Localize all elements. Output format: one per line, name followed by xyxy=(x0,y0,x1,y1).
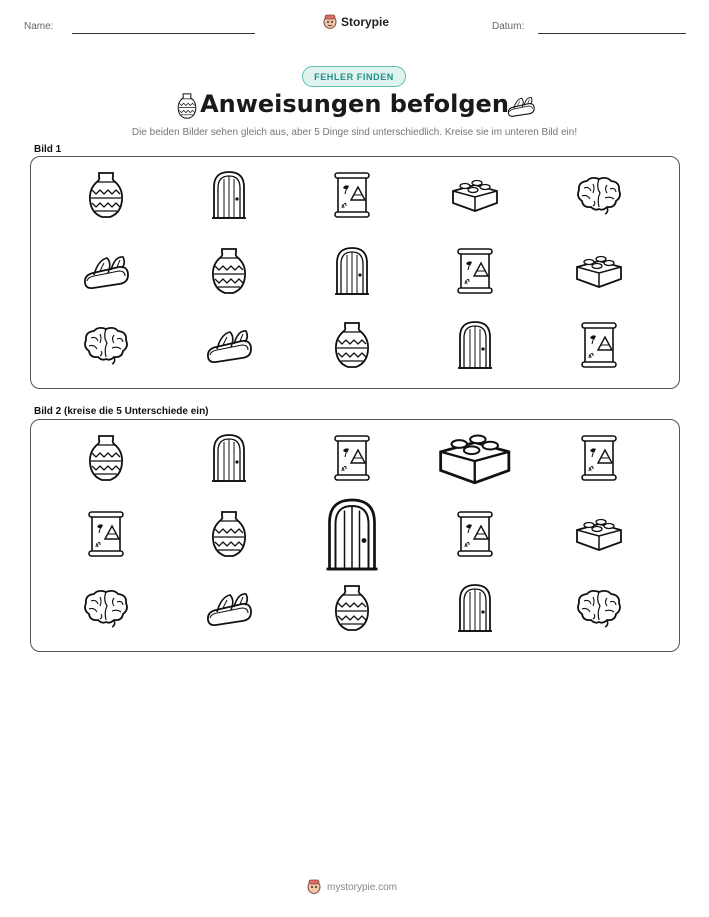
door-icon xyxy=(209,170,249,220)
brick-icon[interactable] xyxy=(574,514,624,554)
picture2-panel[interactable] xyxy=(30,419,680,652)
vase-icon[interactable] xyxy=(332,583,372,633)
page-title: Anweisungen befolgen xyxy=(200,90,509,118)
vase-icon[interactable] xyxy=(86,433,126,483)
picture1-label: Bild 1 xyxy=(34,144,62,155)
brain-icon xyxy=(81,325,131,365)
brick-icon xyxy=(450,175,500,215)
vase-icon xyxy=(209,246,249,296)
scroll-icon xyxy=(332,170,372,220)
door-icon[interactable] xyxy=(322,497,382,572)
picture1-panel xyxy=(30,156,680,389)
scroll-icon[interactable] xyxy=(455,509,495,559)
brain-icon xyxy=(574,175,624,215)
instructions: Die beiden Bilder sehen gleich aus, aber 5 Dinge sind unterschiedlich. Kreise sie im unteren Bild ein! xyxy=(131,127,578,138)
footer xyxy=(307,879,397,895)
door-icon xyxy=(455,320,495,370)
date-label: Datum: xyxy=(492,21,525,32)
scroll-icon xyxy=(579,320,619,370)
sandal-icon xyxy=(81,251,131,291)
door-icon[interactable] xyxy=(455,583,495,633)
scroll-icon[interactable] xyxy=(579,433,619,483)
brain-icon[interactable] xyxy=(81,588,131,628)
storypie-mascot-icon xyxy=(323,14,337,30)
door-icon xyxy=(332,246,372,296)
title-sandal-icon xyxy=(506,94,536,123)
door-icon[interactable] xyxy=(209,433,249,483)
brain-icon[interactable] xyxy=(574,588,624,628)
scroll-icon[interactable] xyxy=(332,433,372,483)
sandal-icon xyxy=(204,325,254,365)
name-label: Name: xyxy=(24,21,54,32)
vase-icon xyxy=(332,320,372,370)
footer-site: mystorypie.com xyxy=(327,881,398,893)
vase-icon xyxy=(86,170,126,220)
brand-logo xyxy=(323,14,389,30)
scroll-icon xyxy=(455,246,495,296)
scroll-icon[interactable] xyxy=(86,509,126,559)
brick-icon xyxy=(574,251,624,291)
brick-icon[interactable] xyxy=(436,427,514,489)
category-badge: FEHLER FINDEN xyxy=(302,66,406,87)
sandal-icon[interactable] xyxy=(204,588,254,628)
name-line[interactable] xyxy=(72,33,255,34)
vase-icon[interactable] xyxy=(209,509,249,559)
picture2-label: Bild 2 (kreise die 5 Unterschiede ein) xyxy=(34,406,209,417)
brand-name: Storypie xyxy=(341,15,390,29)
date-line[interactable] xyxy=(538,33,686,34)
footer-mascot-icon xyxy=(307,879,321,895)
